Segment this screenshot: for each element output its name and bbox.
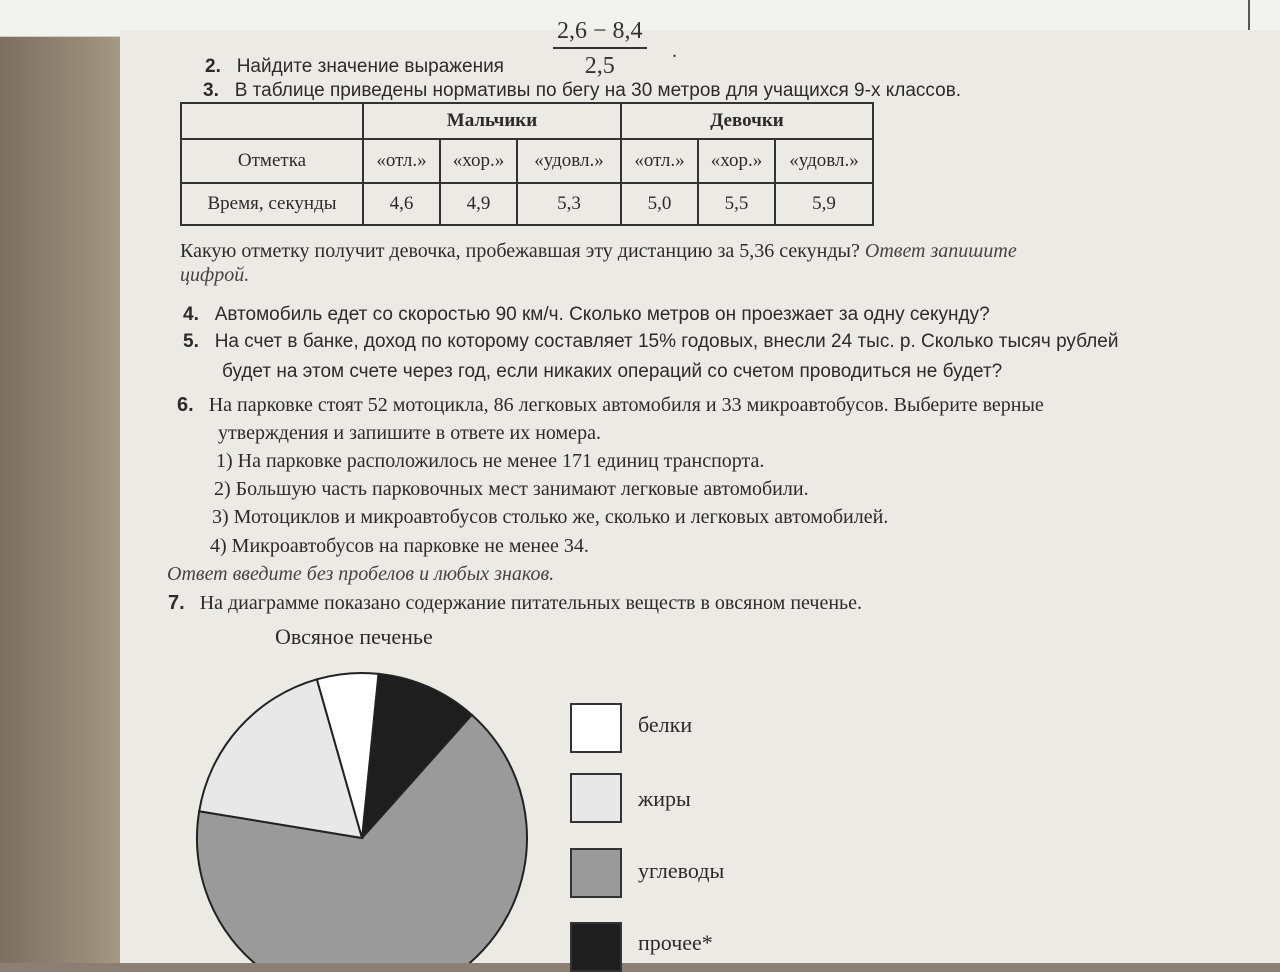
row-label-mark: Отметка [181, 139, 363, 183]
question-7-text: На диаграмме показано содержание питательных веществ в овсяном печенье. [199, 592, 863, 614]
running-norms-table [180, 102, 874, 226]
legend-swatch-fats [570, 773, 622, 823]
option-4: 4) Микроавтобусов на парковке не менее 34. [210, 535, 589, 557]
question-5-line2: будет на этом счете через год, если никаких операций со счетом проводиться не будет? [222, 361, 1003, 382]
fraction-denominator: 2,5 [584, 53, 615, 79]
mark-cell: «удовл.» [775, 139, 873, 183]
question-4-text: Автомобиль едет со скоростью 90 км/ч. Сколько метров он проезжает за одну секунду? [214, 304, 990, 325]
legend-swatch-other [570, 922, 622, 972]
chart-title: Овсяное печенье [275, 624, 433, 649]
boys-header: Мальчики [363, 103, 621, 139]
legend-label-fats: жиры [638, 786, 691, 811]
question-3-number: 3. [203, 80, 219, 101]
row-label-time: Время, секунды [181, 183, 363, 225]
question-6 [177, 394, 1044, 417]
question-5-number: 5. [183, 331, 199, 352]
pie-chart [150, 633, 570, 963]
fraction-numerator: 2,6 − 8,4 [553, 18, 647, 49]
question-7 [168, 592, 862, 615]
question-6-line2: утверждения и запишите в ответе их номера. [218, 422, 601, 444]
time-cell: 5,0 [621, 183, 698, 225]
question-6-number: 6. [177, 394, 194, 416]
time-cell: 5,3 [517, 183, 621, 225]
time-cell: 4,6 [363, 183, 440, 225]
legend-swatch-carbs [570, 848, 622, 898]
time-cell: 5,5 [698, 183, 775, 225]
option-3: 3) Мотоциклов и микроавтобусов столько же, сколько и легковых автомобилей. [212, 506, 889, 528]
question-3 [203, 80, 961, 102]
question-5 [183, 331, 1118, 353]
legend-label-carbs: углеводы [638, 858, 725, 883]
table-corner-cell [181, 103, 363, 139]
question-3-prompt [180, 240, 1017, 263]
mark-cell: «отл.» [363, 139, 440, 183]
answer-hint: Ответ запишите [864, 240, 1017, 262]
question-7-number: 7. [168, 592, 185, 614]
question-6-line1: На парковке стоят 52 мотоцикла, 86 легковых автомобиля и 33 микроавтобусов. Выберите верные [208, 394, 1044, 416]
option-1: 1) На парковке расположилось не менее 171 единиц транспорта. [216, 450, 765, 472]
question-2-number: 2. [205, 56, 221, 77]
question-2 [205, 56, 504, 78]
girls-header: Девочки [621, 103, 873, 139]
expression-fraction [553, 18, 647, 80]
question-4-number: 4. [183, 304, 199, 325]
question-4 [183, 304, 990, 326]
legend-label-other: прочее* [638, 930, 713, 955]
legend-label-proteins: белки [638, 712, 693, 737]
question-6-answer-hint: Ответ введите без пробелов и любых знаков. [167, 563, 555, 585]
mark-cell: «удовл.» [517, 139, 621, 183]
mark-cell: «отл.» [621, 139, 698, 183]
question-2-text: Найдите значение выражения [236, 56, 504, 77]
fraction-period: . [672, 40, 677, 62]
question-3-text: В таблице приведены нормативы по бегу на 30 метров для учащихся 9-х классов. [234, 80, 962, 101]
legend-swatch-proteins [570, 703, 622, 753]
mark-cell: «хор.» [440, 139, 517, 183]
mark-cell: «хор.» [698, 139, 775, 183]
question-3-question: Какую отметку получит девочка, пробежавшая эту дистанцию за 5,36 секунды? [180, 240, 860, 262]
question-5-line1: На счет в банке, доход по которому составляет 15% годовых, внесли 24 тыс. р. Сколько тысяч рублей [214, 331, 1119, 352]
time-cell: 5,9 [775, 183, 873, 225]
answer-hint-continued: цифрой. [180, 264, 250, 286]
option-2: 2) Большую часть парковочных мест занимают легковые автомобили. [214, 478, 809, 500]
time-cell: 4,9 [440, 183, 517, 225]
